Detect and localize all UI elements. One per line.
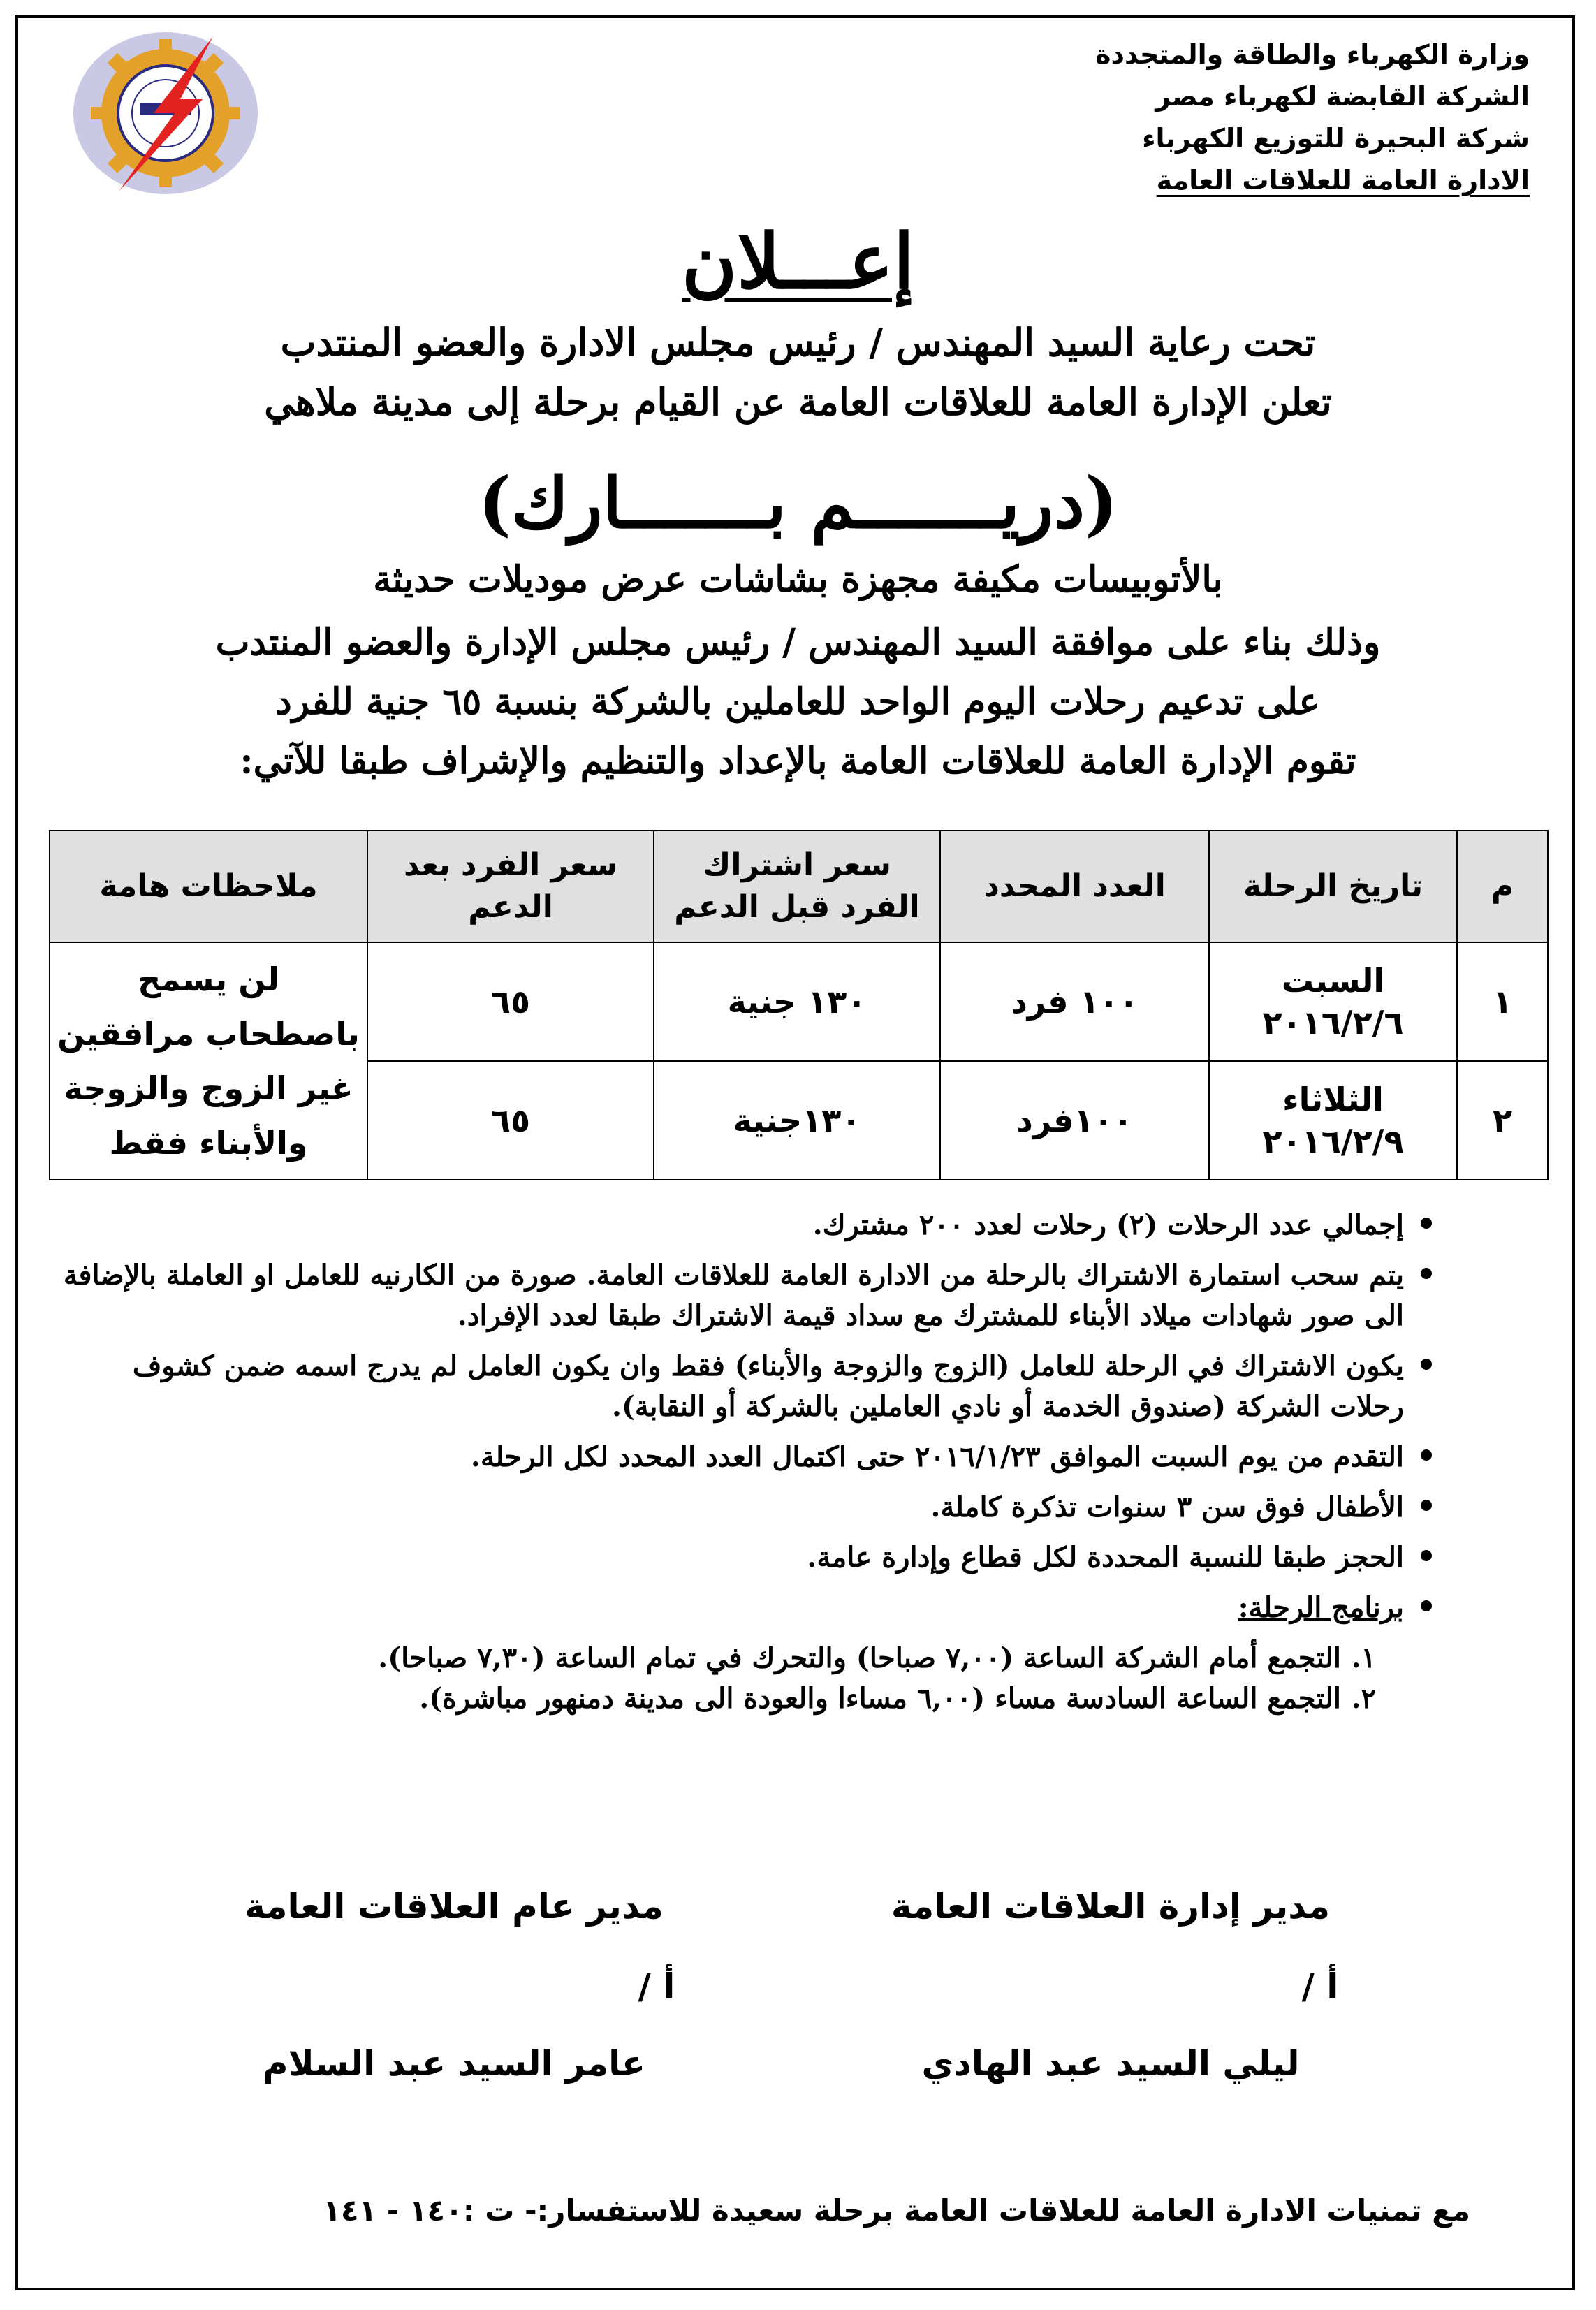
list-item-text: يتم سحب استمارة الاشتراك بالرحلة من الادارة العامة للعلاقات العامة. صورة من الكارنيه للعامل او العاملة بالإضافة الى صور شهادات ميلاد الأبناء للمشترك مع سداد قيمة الاشتراك طبقا لعدد الإفراد.: [63, 1259, 1404, 1332]
announcement-title-text: إعـــلان: [681, 218, 915, 306]
list-item: [63, 1255, 1432, 1336]
cell-count: ١٠٠ فرد: [940, 942, 1209, 1061]
bullet-icon: [1421, 1500, 1432, 1511]
table-row: [50, 942, 1548, 1061]
program-step-text: التجمع أمام الشركة الساعة (٧,٠٠ صباحا) والتحرك في تمام الساعة (٧,٣٠ صباحا).: [378, 1642, 1341, 1674]
header-number: م: [1457, 831, 1548, 942]
program-step-number: ١.: [1351, 1642, 1376, 1674]
intro-line-2: تعلن الإدارة العامة للعلاقات العامة عن القيام برحلة إلى مدينة ملاهي: [264, 379, 1332, 424]
list-item-text: الحجز طبقا للنسبة المحددة لكل قطاع وإدارة عامة.: [807, 1541, 1404, 1574]
program-step: [84, 1679, 1432, 1719]
right-signature-name: ليلي السيد عبد الهادي: [921, 2043, 1300, 2084]
list-item-text: يكون الاشتراك في الرحلة للعامل (الزوج والزوجة والأبناء) فقط وان يكون العامل لم يدرج اسمه ضمن كشوف رحلات الشركة (صندوق الخدمة أو نادي العاملين بالشركة أو النقابة).: [132, 1350, 1404, 1423]
list-item-text: إجمالي عدد الرحلات (٢) رحلات لعدد ٢٠٠ مشترك.: [812, 1208, 1404, 1241]
list-item: [84, 1588, 1432, 1628]
bullet-icon: [1421, 1268, 1432, 1279]
footer-note: مع تمنيات الادارة العامة للعلاقات العامة برحلة سعيدة للاستفسار:- ت :١٤٠ - ١٤١: [323, 2193, 1470, 2228]
cell-price-before: ١٣٠ جنية: [654, 942, 940, 1061]
body-line-1: بالأتوبيسات مكيفة مجهزة بشاشات عرض موديلات حديثة: [373, 558, 1223, 601]
header-count: العدد المحدد: [940, 831, 1209, 942]
header-notes: ملاحظات هامة: [50, 831, 367, 942]
right-signature-title: مدير إدارة العلاقات العامة: [891, 1886, 1331, 1927]
cell-number: ٢: [1457, 1061, 1548, 1180]
cell-price-after: ٦٥: [367, 1061, 654, 1180]
body-line-3: على تدعيم رحلات اليوم الواحد للعاملين بالشركة بنسبة ٦٥ جنية للفرد: [275, 680, 1321, 723]
cell-count: ١٠٠فرد: [940, 1061, 1209, 1180]
intro-line-1: تحت رعاية السيد المهندس / رئيس مجلس الادارة والعضو المنتدب: [280, 320, 1316, 365]
company-logo: [70, 29, 262, 197]
bullet-icon: [1421, 1550, 1432, 1561]
body-line-4: تقوم الإدارة العامة للعلاقات العامة بالإعداد والتنظيم والإشراف طبقا للآتي:: [240, 740, 1356, 782]
trip-day: السبت: [1281, 962, 1385, 1000]
trip-date: ٢٠١٦/٢/٩: [1262, 1123, 1404, 1160]
ministry-name: وزارة الكهرباء والطاقة والمتجددة: [1095, 39, 1530, 70]
header-price-after: سعر الفرد بعد الدعم: [367, 831, 654, 942]
announcement-title: [0, 210, 1596, 314]
bullet-icon: [1421, 1449, 1432, 1461]
list-item: [84, 1437, 1432, 1477]
cell-price-before: ١٣٠جنية: [654, 1061, 940, 1180]
bullet-icon: [1421, 1359, 1432, 1370]
cell-trip-date: [1209, 942, 1457, 1061]
park-name: (دريـــــــم بـــــــارك): [478, 462, 1118, 544]
cell-trip-date: [1209, 1061, 1457, 1180]
holding-company-name: الشركة القابضة لكهرباء مصر: [1155, 81, 1530, 112]
list-item-text: التقدم من يوم السبت الموافق ٢٠١٦/١/٢٣ حتى اكتمال العدد المحدد لكل الرحلة.: [470, 1440, 1404, 1473]
list-item: [84, 1487, 1432, 1528]
list-item-text: الأطفال فوق سن ٣ سنوات تذكرة كاملة.: [930, 1491, 1404, 1523]
organization-header: [1041, 34, 1530, 201]
body-line-2: وذلك بناء على موافقة السيد المهندس / رئيس مجلس الإدارة والعضو المنتدب: [215, 621, 1381, 664]
trip-day: الثلاثاء: [1282, 1081, 1384, 1118]
list-item-text: برنامج الرحلة:: [1238, 1591, 1404, 1624]
bullet-icon: [1421, 1600, 1432, 1611]
list-item: [84, 1205, 1432, 1245]
list-item: [84, 1537, 1432, 1578]
department-name: الادارة العامة للعلاقات العامة: [1156, 165, 1530, 196]
program-step-number: ٢.: [1351, 1682, 1376, 1715]
list-item: [84, 1346, 1432, 1427]
table-header-row: [50, 831, 1548, 942]
header-trip-date: تاريخ الرحلة: [1209, 831, 1457, 942]
cell-number: ١: [1457, 942, 1548, 1061]
right-signature-prefix: أ /: [1301, 1966, 1339, 2007]
bullet-icon: [1421, 1218, 1432, 1229]
header-price-before: سعر اشتراك الفرد قبل الدعم: [654, 831, 940, 942]
trips-table: [49, 830, 1549, 1180]
left-signature-title: مدير عام العلاقات العامة: [244, 1886, 664, 1927]
cell-price-after: ٦٥: [367, 942, 654, 1061]
cell-notes: لن يسمح باصطحاب مرافقين غير الزوج والزوجة والأبناء فقط: [50, 942, 367, 1180]
left-signature-name: عامر السيد عبد السلام: [262, 2043, 646, 2084]
company-name: شركة البحيرة للتوزيع الكهرباء: [1142, 123, 1530, 154]
left-signature-prefix: أ /: [638, 1966, 675, 2007]
program-step-text: التجمع الساعة السادسة مساء (٦,٠٠ مساءا والعودة الى مدينة دمنهور مباشرة).: [419, 1682, 1341, 1715]
conditions-list: [63, 1205, 1432, 1719]
trip-date: ٢٠١٦/٢/٦: [1262, 1004, 1404, 1041]
program-step: [84, 1638, 1432, 1679]
